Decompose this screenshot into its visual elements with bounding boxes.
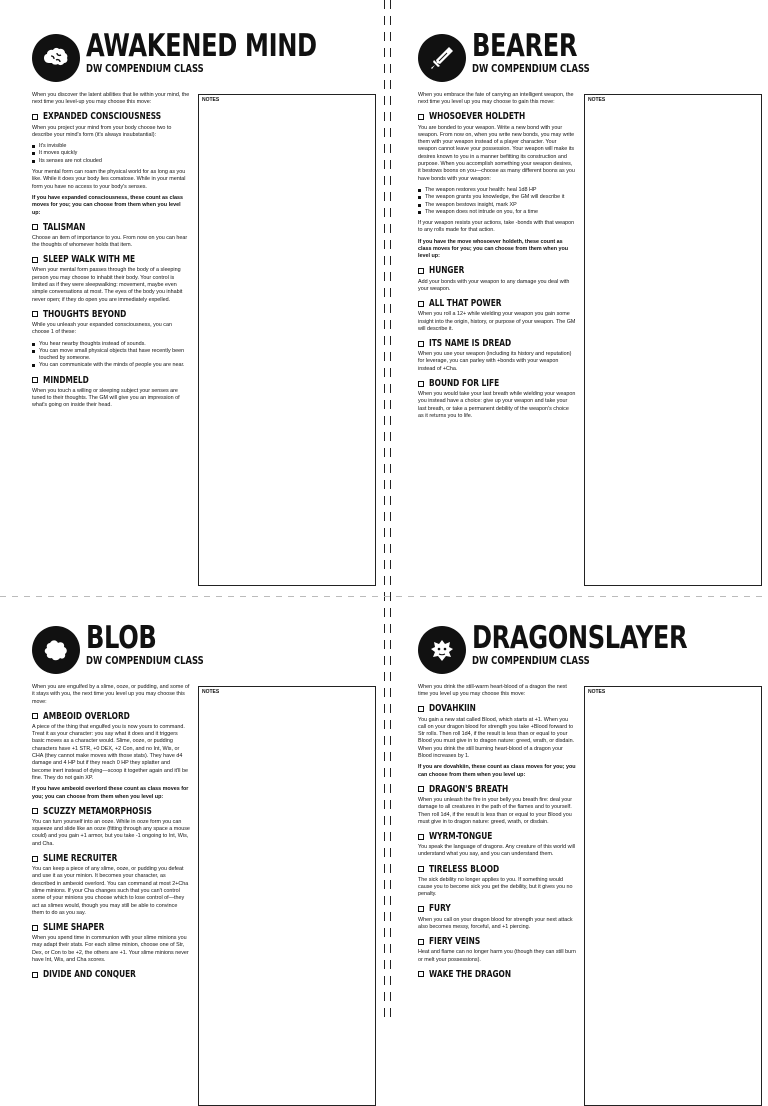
list-item: It moves quickly [32, 150, 190, 157]
move-text: A piece of the thing that engulfed you is now yours to command. Treat it as your character: you say what it does and it triggers basic moves as a character would. Slime, ooze, or pudding characters have +1 STR, +0 DEX, +2 Con, and no Int, Wis, or CHA (they cannot make moves with those stats). They have d4 damage and 4 HP but if they reach 0 HP they splatter and become inert instead of dying—scoop it together again and it'll be fine. They do not gain XP. [32, 723, 188, 781]
class-card-awakened-mind [32, 28, 382, 409]
move-text: You gain a new stat called Blood, which starts at +1. When you call on your dragon blood for strength you take +Blood forward to Str rolls. Then roll 1d4, if the result is less than or equal to your Blood you must give in to dragon nature: greed, wrath, or disdain. When you drink the still burning heart-blood of a dragon your Blood increases by 1. [418, 716, 575, 760]
move-name: SCUZZY METAMORPHOSIS [43, 805, 152, 817]
advanced-moves-note: If you have the move whosoever holdeth, these count as class moves for you; you can choose from them when you level up: [418, 238, 569, 260]
move-checkbox[interactable] [418, 706, 424, 712]
move-name: FURY [429, 903, 451, 915]
move-checkbox[interactable] [32, 808, 38, 814]
list-item: It's invisible [32, 143, 190, 150]
move-checkbox[interactable] [418, 834, 424, 840]
move-text: When you spend time in communion with your slime minions you may adapt their stats. For each slime minion, choose one of Str, Dex, or Con to be +2, the others are +1. Your slime minions never have Int, Wis, and Cha scores. [32, 935, 189, 964]
list-item: The weapon bestows insight, mark XP [418, 202, 576, 209]
move-text: You can turn yourself into an ooze. While in ooze form you can squeeze and slide like an ooze (fitting through any space a mouse could) and you gain +1 armor, but you take -1 ongoing to Int, Wis, and Cha. [32, 818, 190, 847]
move-checkbox[interactable] [418, 381, 424, 387]
move-wyrm-tongue [418, 831, 576, 859]
move-checkbox[interactable] [32, 311, 38, 317]
move-checkbox[interactable] [32, 224, 38, 230]
move-expanded-consciousness [32, 112, 190, 217]
move-scuzzy-metamorphosis [32, 806, 190, 848]
move-text: If your weapon resists your actions, take -bonds with that weapon to any rolls made for that action. [418, 220, 575, 234]
move-name: FIERY VEINS [429, 936, 481, 948]
intro-text: When you discover the latent abilities that lie within your mind, the next time you level-up you may choose this move: [32, 92, 190, 106]
move-checkbox[interactable] [418, 301, 424, 307]
move-sleep-walk-with-me [32, 254, 190, 303]
notes-label: NOTES [588, 97, 606, 103]
intro-text: When you are engulfed by a slime, ooze, or pudding, and some of it stays with you, the next time you level up you may choose this move: [32, 684, 190, 705]
move-text: When you call on your dragon blood for strength your next attack also becomes messy, forceful, and +1 piercing. [418, 916, 573, 930]
move-fiery-veins [418, 936, 576, 964]
move-name: WYRM-TONGUE [429, 831, 493, 842]
class-card-dragonslayer [418, 620, 768, 980]
move-text: You are bonded to your weapon. Write a new bond with your weapon. From now on, when you write new bonds, you may write them with your weapon instead of a player character. Your weapon cannot leave your possession. Your weapon will make its desires known to you in a manner befitting its construction and purpose. When you accomplish something your weapon desires, it bestows boons on you—choose as many different boons as you have bonds with your weapon: [418, 124, 575, 182]
move-text: Choose an item of importance to you. From now on you can hear the thoughts of whomever holds that item. [32, 234, 188, 249]
move-text: When you unleash the fire in your belly you breath fire: deal your damage to all creatures in the path of the flames and to yourself. Then roll 1d4, if the result is less than or equal to your Blood you must give in to dragon nature: greed, wrath, or disdain. [418, 796, 573, 825]
move-name: MINDMELD [43, 374, 89, 386]
move-checkbox[interactable] [32, 713, 38, 719]
horizontal-cut-line [0, 596, 768, 597]
move-checkbox[interactable] [418, 341, 424, 347]
notes-box[interactable] [584, 94, 762, 586]
move-checkbox[interactable] [418, 114, 424, 120]
move-thoughts-beyond [32, 309, 190, 370]
move-dovahkiin [418, 704, 576, 779]
move-text: When you touch a willing or sleeping subject your senses are tuned to their thoughts. The GM will give you an impression of what's going on inside their head. [32, 387, 180, 409]
move-name: TALISMAN [43, 221, 86, 233]
move-text: When you roll a 12+ while wielding your weapon you gain some insight into the origin, history, or purpose of your weapon. The GM will describe it. [418, 311, 576, 332]
move-wake-the-dragon [418, 969, 576, 980]
move-name: TIRELESS BLOOD [429, 863, 500, 875]
notes-label: NOTES [202, 97, 220, 103]
list-item: You hear nearby thoughts instead of sounds. [32, 341, 190, 348]
move-text: When you would take your last breath while wielding your weapon you instead have a choice: give up your weapon and take your last breath, or take a permanent debility of the weapon's choice as it returns you to life. [418, 391, 576, 419]
list-item: You can communicate with the minds of people you are near. [32, 362, 190, 369]
move-name: EXPANDED CONSCIOUSNESS [43, 111, 162, 123]
move-name: AMBEOID OVERLORD [43, 710, 130, 722]
move-checkbox[interactable] [32, 114, 38, 120]
move-checkbox[interactable] [32, 972, 38, 978]
move-its-name-is-dread [418, 338, 576, 373]
move-text: Heat and flame can no longer harm you (though they can still burn or melt your possessions). [418, 949, 576, 963]
move-name: BOUND FOR LIFE [429, 377, 500, 389]
move-all-that-power [418, 298, 576, 333]
move-name: SLEEP WALK WITH ME [43, 254, 136, 266]
card-header [418, 30, 768, 90]
move-checkbox[interactable] [418, 786, 424, 792]
move-slime-shaper [32, 922, 190, 964]
move-mindmeld [32, 375, 190, 410]
intro-text: When you embrace the fate of carrying an intelligent weapon, the next time you level up you may choose to gain this move: [418, 92, 574, 106]
move-text: When you project your mind from your body choose two to describe your mind's form (it's always insubstantial): [32, 124, 172, 138]
list-item: You can move small physical objects that have recently been touched by someone. [32, 348, 190, 363]
move-checkbox[interactable] [418, 866, 424, 872]
class-card-blob [32, 620, 382, 981]
move-divide-and-conquer [32, 969, 190, 980]
move-text: When your mental form passes through the body of a sleeping person you may choose to inhabit their body. Your control is limited as if they were sleepwalking: movement, maybe even simple conversations at most. The eyes of the body you inhabit never open; if they do open you are immediately expelled. [32, 267, 183, 303]
move-checkbox[interactable] [32, 925, 38, 931]
advanced-moves-note: If you are dovahkiin, these count as class moves for you; you can choose from them when you level up: [418, 764, 576, 778]
dragon-icon [418, 626, 466, 674]
move-text: The sick debility no longer applies to you. If something would cause you to become sick you get the debility, but it gives you no penalty. [418, 876, 573, 898]
move-tireless-blood [418, 864, 576, 899]
move-checkbox[interactable] [418, 268, 424, 274]
move-checkbox[interactable] [418, 906, 424, 912]
blob-icon [32, 626, 80, 674]
move-fury [418, 904, 576, 932]
move-name: DRAGON'S BREATH [429, 783, 509, 795]
move-name: WAKE THE DRAGON [429, 968, 512, 980]
move-text: While you unleash your expanded consciousness, you can choose 1 of these: [32, 321, 172, 336]
card-body [32, 92, 190, 414]
move-checkbox[interactable] [32, 856, 38, 862]
move-hunger [418, 266, 576, 294]
advanced-moves-note: If you have ambeoid overlord these count as class moves for you; you can choose from them when you level up: [32, 786, 189, 800]
move-name: SLIME RECRUITER [43, 852, 118, 864]
move-checkbox[interactable] [418, 939, 424, 945]
card-body [32, 684, 190, 982]
move-slime-recruiter [32, 853, 190, 917]
move-name: THOUGHTS BEYOND [43, 308, 127, 320]
notes-box[interactable] [584, 686, 762, 1106]
move-checkbox[interactable] [418, 971, 424, 977]
move-checkbox[interactable] [32, 377, 38, 383]
move-name: DOVAHKIIN [429, 703, 476, 715]
card-subtitle: DW COMPENDIUM CLASS [86, 63, 204, 75]
class-card-bearer [418, 28, 768, 419]
advanced-moves-note: If you have expanded consciousness, these count as class moves for you; you can choose from them when you level up: [32, 194, 183, 216]
move-text: You can keep a piece of any slime, ooze, or pudding you defeat and use it as your minion. It becomes your character, as described in ambeoid overlord. You can command at most 2+Cha slime minions. If your Cha changes such that you can't control some of your minions you choose which to lose control of—they act as slimes would, though you may still be able to convince them to do as you say. [32, 866, 189, 916]
card-title: AWAKENED MIND [86, 28, 317, 64]
notes-box[interactable] [198, 686, 376, 1106]
vertical-cut-line [382, 0, 392, 1024]
card-header [418, 622, 768, 682]
list-item: The weapon does not intrude on you, for a time [418, 209, 576, 216]
card-subtitle: DW COMPENDIUM CLASS [472, 63, 590, 75]
move-name: ITS NAME IS DREAD [429, 337, 512, 349]
move-name: HUNGER [429, 265, 465, 277]
move-name: ALL THAT POWER [429, 298, 502, 310]
move-text: You speak the language of dragons. Any creature of this world will understand what you say, and you can understand them. [418, 844, 576, 858]
move-text: When you use your weapon (including its history and reputation) for leverage, you can parley with +bonds with your weapon instead of +Cha. [418, 351, 572, 372]
move-ambeoid-overlord [32, 711, 190, 801]
card-body [418, 684, 576, 982]
card-header [32, 30, 382, 90]
move-name: SLIME SHAPER [43, 921, 105, 933]
card-subtitle: DW COMPENDIUM CLASS [86, 655, 204, 667]
list-item: Its senses are not clouded [32, 158, 190, 165]
card-title: BLOB [86, 620, 157, 656]
brain-icon [32, 34, 80, 82]
move-text: Your mental form can roam the physical world for as long as you like. While it does your body lies comatose. While in your mental form you have no access to your body's senses. [32, 169, 186, 190]
move-checkbox[interactable] [32, 257, 38, 263]
notes-box[interactable] [198, 94, 376, 586]
notes-label: NOTES [588, 689, 606, 695]
intro-text: When you drink the still-warm heart-blood of a dragon the next time you level up you may choose this move: [418, 684, 567, 698]
card-subtitle: DW COMPENDIUM CLASS [472, 655, 590, 667]
move-name: DIVIDE AND CONQUER [43, 969, 136, 981]
notes-label: NOTES [202, 689, 220, 695]
sword-icon [418, 34, 466, 82]
move-whosoever-holdeth [418, 112, 576, 261]
move-dragons-breath [418, 784, 576, 826]
move-talisman [32, 222, 190, 250]
list-item: The weapon grants you knowledge, the GM will describe it [418, 194, 576, 201]
move-bound-for-life [418, 378, 576, 420]
card-title: DRAGONSLAYER [472, 620, 688, 656]
card-header [32, 622, 382, 682]
card-title: BEARER [472, 28, 578, 64]
card-body [418, 92, 576, 424]
list-item: The weapon restores your health: heal 1d8 HP [418, 187, 576, 194]
move-text: Add your bonds with your weapon to any damage you deal with your weapon. [418, 278, 570, 292]
move-name: WHOSOEVER HOLDETH [429, 111, 526, 123]
